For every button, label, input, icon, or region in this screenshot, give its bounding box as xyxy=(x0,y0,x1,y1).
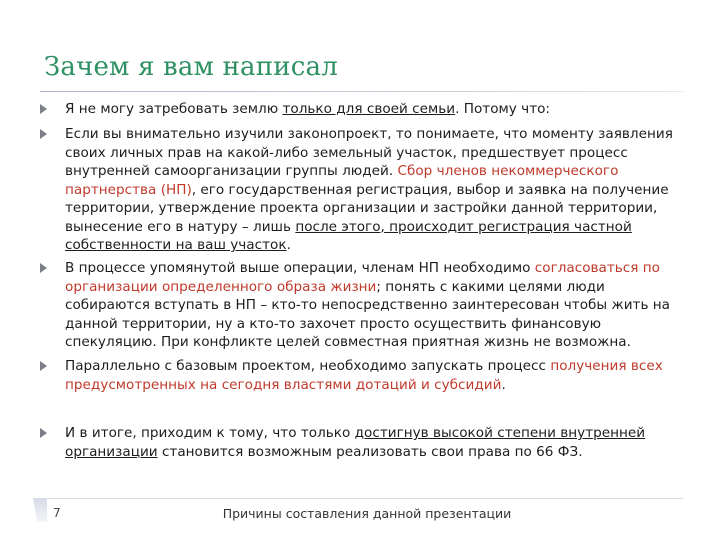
underlined-text: достигнув высокой степени внутренней организации xyxy=(65,425,646,460)
bullet-arrow-icon xyxy=(40,129,47,139)
bullet-arrow-icon xyxy=(40,428,47,438)
slide-footer: Причины составления данной презентации xyxy=(222,506,512,521)
highlighted-text: Сбор членов некоммерческого партнерства (НП) xyxy=(65,163,619,198)
text-run: Я не могу затребовать землю xyxy=(65,101,283,117)
underlined-text: после этого, происходит регистрация частной собственности на ваш участок xyxy=(65,218,632,253)
text-run: Параллельно с базовым проектом, необходимо запускать процесс xyxy=(65,358,551,374)
bullet-text xyxy=(65,100,680,119)
highlighted-text: получения всех предусмотренных на сегодня властями дотаций и субсидий xyxy=(65,358,663,393)
slide-title: Зачем я вам написал xyxy=(44,52,338,82)
highlighted-text: согласоваться по организации определенного образа жизни xyxy=(65,260,660,295)
text-run: Если вы внимательно изучили законопроект, то понимаете, что моменту заявления своих личных прав на какой-либо земельный участок, предшествует процесс внутренней самоорганизации группы людей. xyxy=(65,126,673,179)
text-run: , его государственная регистрация, выбор и заявка на получение территории, утверждение проекта организации и застройки данной территории, вынесение его в натуру – лишь xyxy=(65,181,669,235)
underlined-text: только для своей семьи xyxy=(282,101,456,117)
footer-divider xyxy=(40,498,683,499)
bullet-text xyxy=(65,125,680,255)
text-run: . xyxy=(501,376,506,393)
text-run: ; понять с какими целями люди собираются вступать в НП – кто-то непосредственно заинтересован чтобы жить на данной территории, ну а кто-то захочет просто осуществить финансовую спекуляцию. При конфликте целей совместная приятная жизнь не возможна. xyxy=(65,278,670,350)
text-run: становится возможным реализовать свои права по 66 ФЗ. xyxy=(157,443,583,460)
bullet-text xyxy=(65,259,680,352)
text-run: . xyxy=(286,237,291,253)
bullet-text xyxy=(65,357,680,394)
slide-number: 7 xyxy=(53,506,61,520)
text-run: И в итоге, приходим к тому, что только xyxy=(65,425,355,441)
text-run: В процессе упомянутой выше операции, членам НП необходимо xyxy=(65,260,535,276)
text-run: . Потому что: xyxy=(455,101,551,117)
bullet-arrow-icon xyxy=(40,104,47,114)
bullet-arrow-icon xyxy=(40,361,47,371)
bullet-arrow-icon xyxy=(40,263,47,273)
bullet-text xyxy=(65,424,680,461)
